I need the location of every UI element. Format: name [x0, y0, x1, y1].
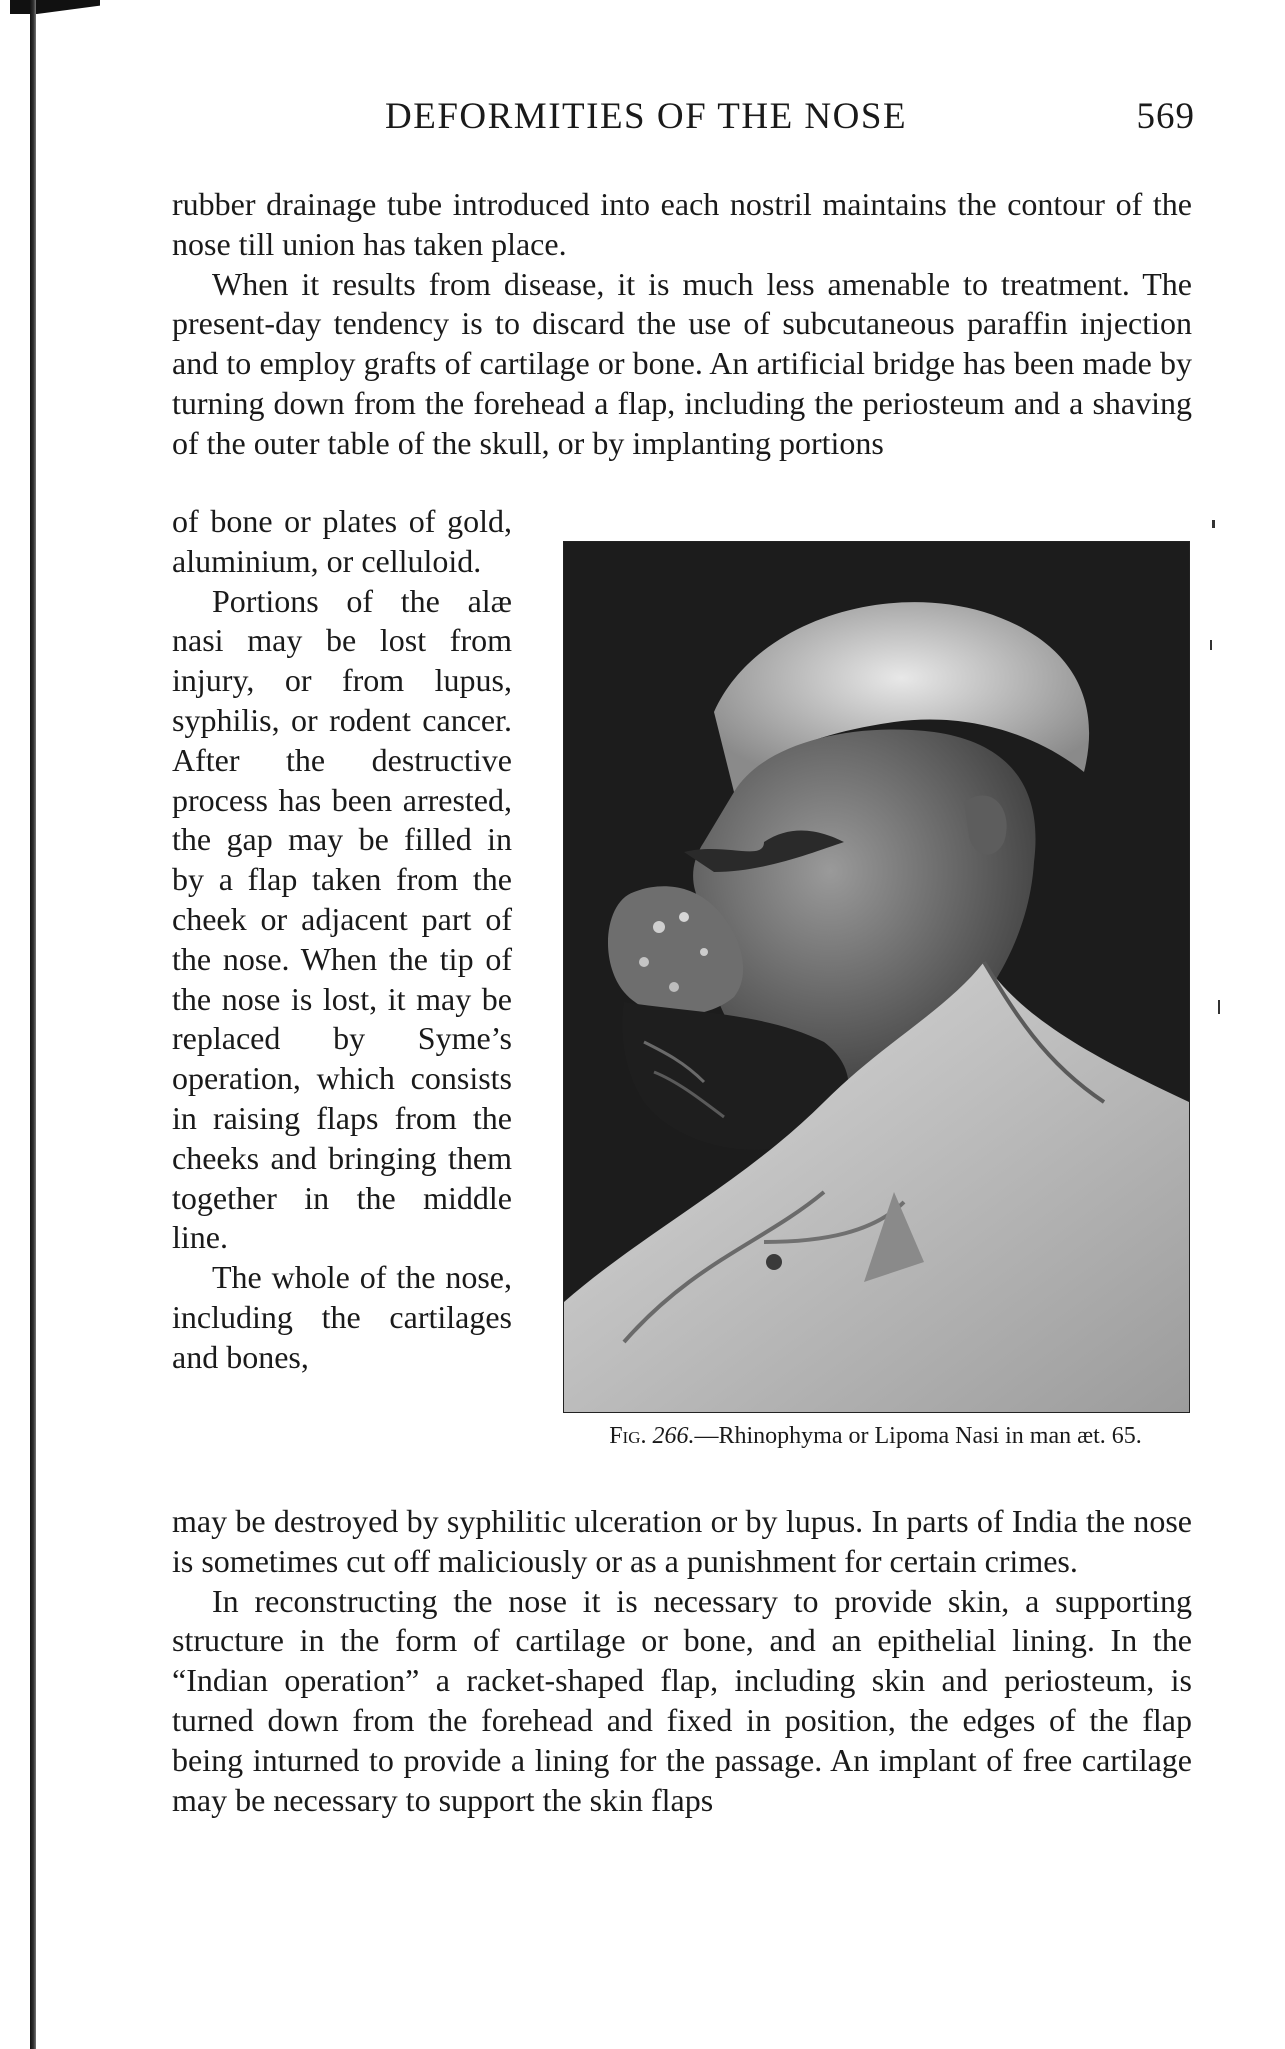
figure-number: 266.: [652, 1423, 695, 1449]
scan-speck: [1218, 1000, 1220, 1014]
paragraph-alae-nasi: Portions of the alæ nasi may be lost from injury, or from lupus, syphilis, or rodent cancer. After the destructive process has been arrested, the gap may be filled in by a flap taken from the cheek or adjacent part of the nose. When the tip of the nose is lost, it may be replaced by Syme’s operation, which consists in raising flaps from the cheeks and bringing them together in the middle line.: [172, 582, 512, 1256]
paragraph-continuation: rubber drainage tube introduced into each nostril maintains the contour of the nose till union has taken place.: [172, 186, 1192, 262]
paragraph-implant-materials: of bone or plates of gold, aluminium, or celluloid.: [172, 503, 512, 579]
figure-label: Fig.: [609, 1423, 647, 1449]
left-column-text: [172, 502, 512, 1378]
bottom-text-block: [172, 1502, 1192, 1820]
scan-speck: [1210, 640, 1212, 650]
page-binding-edge-top: [10, 0, 100, 14]
figure-caption: [563, 1422, 1188, 1451]
page-binding-edge: [30, 0, 36, 2049]
paragraph-disease-treatment: When it results from disease, it is much less amenable to treatment. The present-day tendency is to discard the use of subcutaneous paraffin injection and to employ grafts of cartilage or bone. An artificial bridge has been made by turning down from the forehead a flap, including the periosteum and a shaving of the outer table of the skull, or by implanting portions: [172, 265, 1192, 461]
paragraph-destruction-causes: may be destroyed by syphilitic ulceration or by lupus. In parts of India the nose is sometimes cut off maliciously or as a punishment for certain crimes.: [172, 1503, 1192, 1579]
scan-speck: [1212, 520, 1215, 528]
figure-photograph: [563, 541, 1190, 1413]
rhinophyma-portrait-illustration: [564, 542, 1189, 1412]
top-text-block: [172, 185, 1192, 464]
running-title: DEFORMITIES OF THE NOSE: [385, 96, 908, 137]
page-number: 569: [1136, 96, 1195, 137]
paragraph-whole-nose: The whole of the nose, including the cartilages and bones,: [172, 1259, 512, 1375]
figure-caption-text: —Rhinophyma or Lipoma Nasi in man æt. 65.: [694, 1423, 1142, 1449]
paragraph-reconstruction: In reconstructing the nose it is necessary to provide skin, a supporting structure in the form of cartilage or bone, and an epithelial lining. In the “Indian operation” a racket-shaped flap, including skin and periosteum, is turned down from the forehead and fixed in position, the edges of the flap being inturned to provide a lining for the passage. An implant of free cartilage may be necessary to support the skin flaps: [172, 1582, 1192, 1818]
page-header: [175, 95, 1195, 145]
